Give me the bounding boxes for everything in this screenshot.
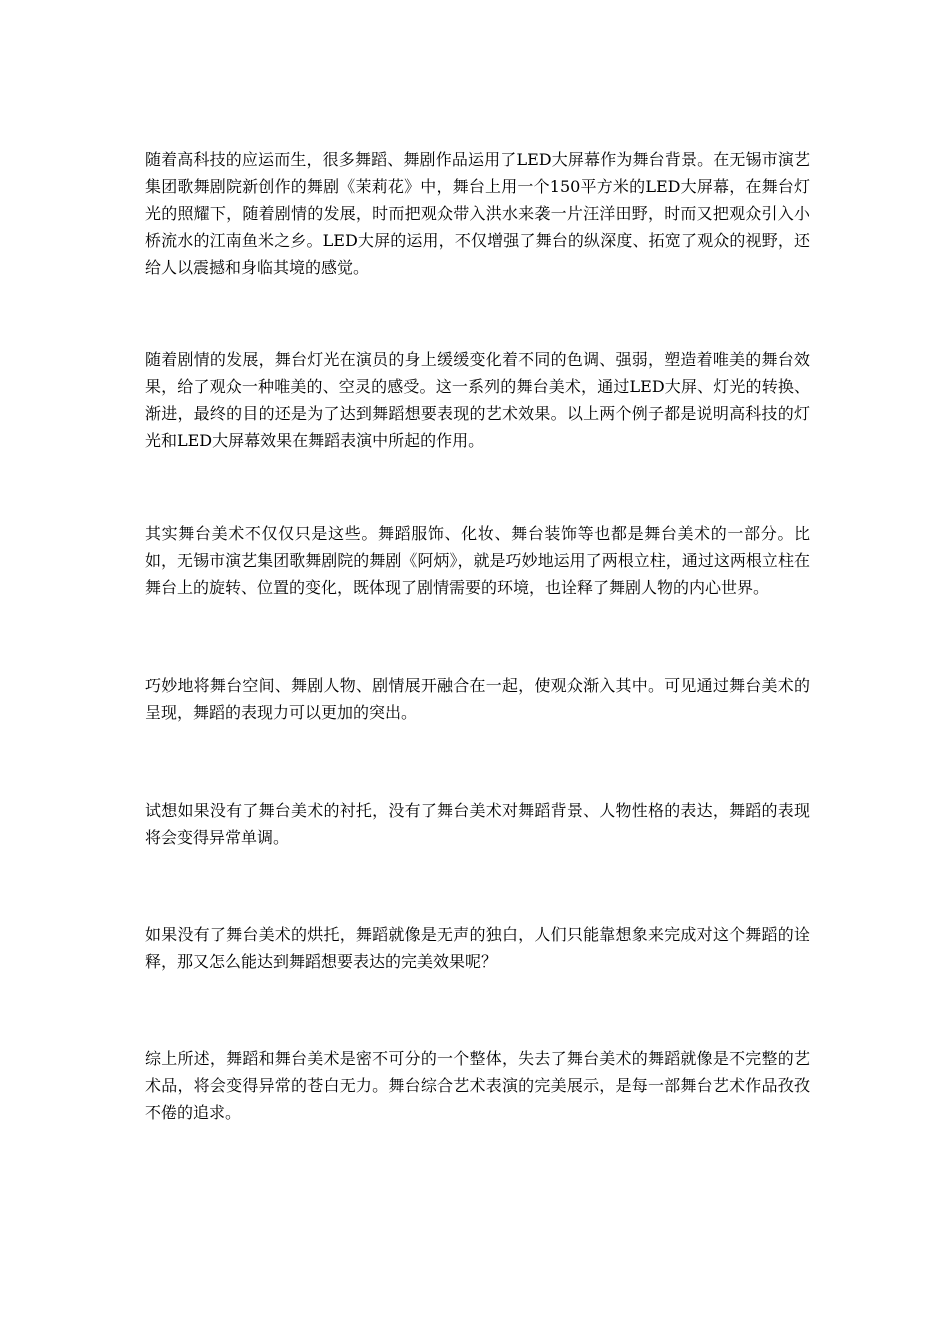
paragraph-stage-art-elements: 其实舞台美术不仅仅只是这些。舞蹈服饰、化妆、舞台装饰等也都是舞台美术的一部分。比如，无锡市演艺集团歌舞剧院的舞剧《阿炳》，就是巧妙地运用了两根立柱，通过这两根立柱在舞台上的旋转、位置的变化，既体现了剧情需要的环境，也诠释了舞剧人物的内心世界。 xyxy=(145,524,810,597)
paragraph-conclusion: 综上所述，舞蹈和舞台美术是密不可分的一个整体，失去了舞台美术的舞蹈就像是不完整的艺术品，将会变得异常的苍白无力。舞台综合艺术表演的完美展示，是每一部舞台艺术作品孜孜不倦的追求。 xyxy=(145,1049,810,1122)
paragraph-stage-space-fusion: 巧妙地将舞台空间、舞剧人物、剧情展开融合在一起，使观众渐入其中。可见通过舞台美术的呈现，舞蹈的表现力可以更加的突出。 xyxy=(145,676,810,722)
paragraph-stage-lighting-effects: 随着剧情的发展，舞台灯光在演员的身上缓缓变化着不同的色调、强弱，塑造着唯美的舞台效果，给了观众一种唯美的、空灵的感受。这一系列的舞台美术，通过LED大屏、灯光的转换、渐进，最终的目的还是为了达到舞蹈想要表现的艺术效果。以上两个例子都是说明高科技的灯光和LED大屏幕效果在舞蹈表演中所起的作用。 xyxy=(145,350,810,450)
paragraph-silent-monologue: 如果没有了舞台美术的烘托，舞蹈就像是无声的独白，人们只能靠想象来完成对这个舞蹈的诠释，那又怎么能达到舞蹈想要表达的完美效果呢？ xyxy=(145,925,810,971)
paragraph-led-screen-background: 随着高科技的应运而生，很多舞蹈、舞剧作品运用了LED大屏幕作为舞台背景。在无锡市演艺集团歌舞剧院新创作的舞剧《茉莉花》中，舞台上用一个150平方米的LED大屏幕，在舞台灯光的照耀下，随着剧情的发展，时而把观众带入洪水来袭一片汪洋田野，时而又把观众引入小桥流水的江南鱼米之乡。LED大屏的运用，不仅增强了舞台的纵深度、拓宽了观众的视野，还给人以震撼和身临其境的感觉。 xyxy=(145,150,810,277)
paragraph-without-stage-art: 试想如果没有了舞台美术的衬托，没有了舞台美术对舞蹈背景、人物性格的表达，舞蹈的表现将会变得异常单调。 xyxy=(145,801,810,847)
